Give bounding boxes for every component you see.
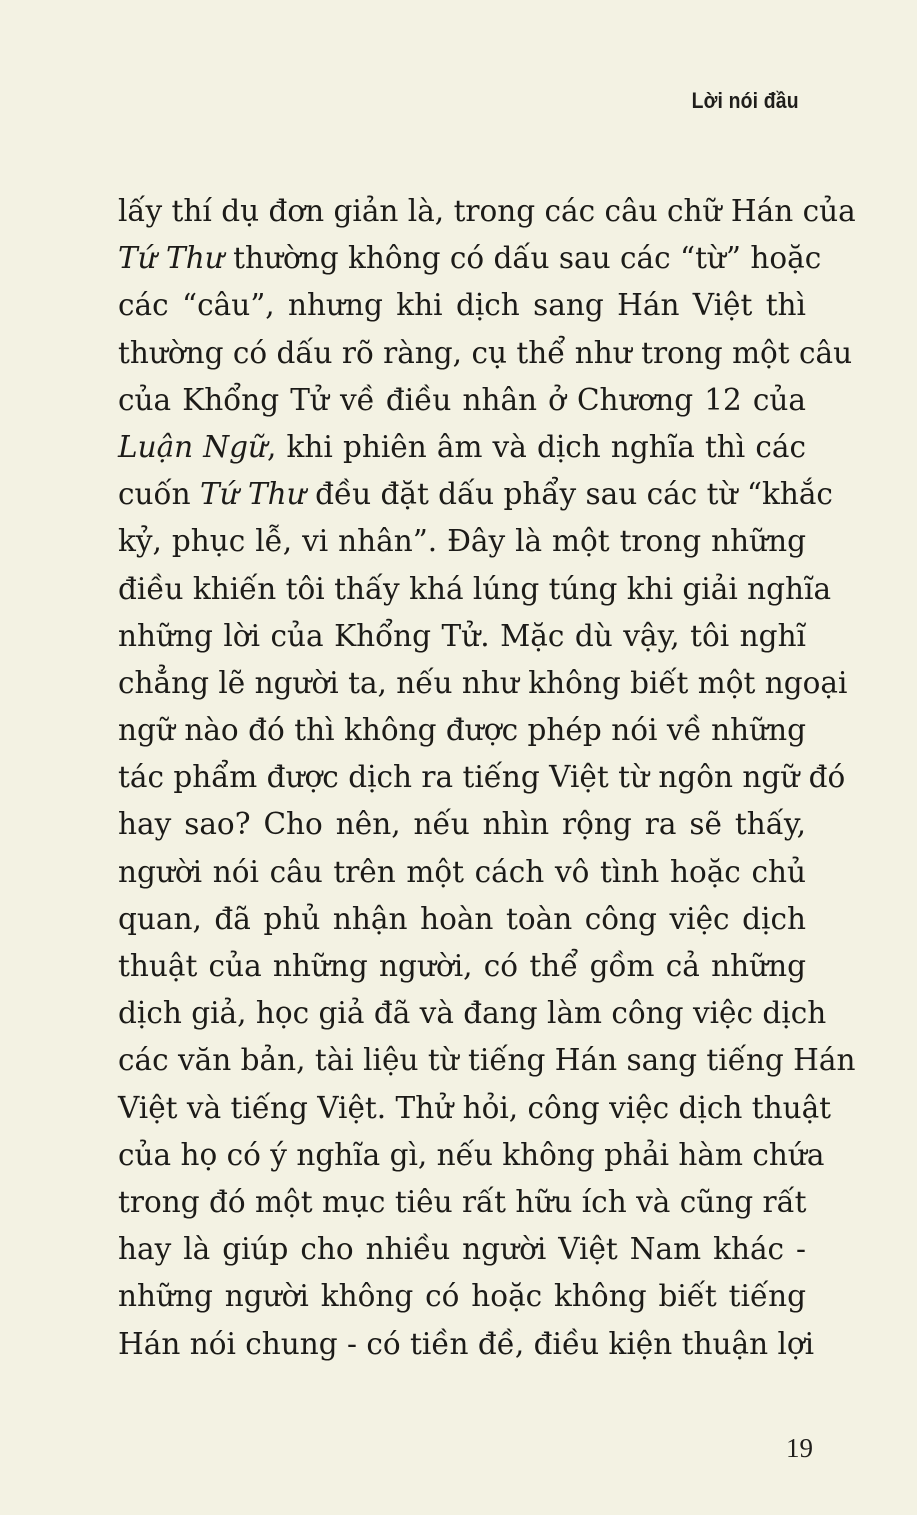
text-run: , khi phiên âm và dịch nghĩa thì các (267, 429, 807, 464)
text-run: kỷ, phục lễ, vi nhân”. Đây là một trong những (118, 524, 806, 559)
text-run: những lời của Khổng Tử. Mặc dù vậy, tôi nghĩ (118, 618, 806, 653)
text-line (118, 377, 806, 424)
text-line (118, 424, 806, 471)
body-text (118, 188, 856, 1368)
text-line (118, 754, 846, 801)
text-run: các văn bản, tài liệu từ tiếng Hán sang tiếng Hán (118, 1043, 856, 1078)
italic-title-text: Tứ Thư (199, 477, 306, 512)
text-line (118, 282, 806, 329)
text-line (118, 1085, 832, 1132)
text-run: người nói câu trên một cách vô tình hoặc chủ (118, 854, 806, 889)
text-line (118, 849, 806, 896)
text-line (118, 707, 806, 754)
text-line (118, 188, 856, 235)
text-line (118, 330, 853, 377)
text-run: thuật của những người, có thể gồm cả những (118, 949, 806, 983)
text-line (118, 990, 827, 1037)
text-run: những người không có hoặc không biết tiếng (118, 1279, 806, 1314)
text-run: thường không có dấu sau các “từ” hoặc (223, 241, 822, 276)
text-run: Việt và tiếng Việt. Thử hỏi, công việc dịch thuật (118, 1090, 832, 1125)
text-run: thường có dấu rõ ràng, cụ thể như trong một câu (118, 335, 853, 370)
text-run: lấy thí dụ đơn giản là, trong các câu chữ Hán của (118, 194, 856, 228)
text-line (118, 1132, 825, 1179)
text-run: ngữ nào đó thì không được phép nói về những (118, 713, 806, 748)
text-line (118, 1321, 815, 1368)
text-run: đều đặt dấu phẩy sau các từ “khắc (305, 477, 833, 512)
text-run: điều khiến tôi thấy khá lúng túng khi giải nghĩa (118, 571, 832, 606)
text-run: hay là giúp cho nhiều người Việt Nam khác - (118, 1232, 806, 1267)
text-line (118, 801, 806, 848)
text-line (118, 943, 806, 990)
text-run: hay sao? Cho nên, nếu nhìn rộng ra sẽ thấy, (118, 807, 806, 842)
text-line (118, 1226, 806, 1273)
text-line (118, 471, 833, 518)
page-number: 19 (786, 1433, 813, 1463)
text-line (118, 1179, 806, 1226)
text-line (118, 896, 806, 943)
text-line (118, 660, 848, 707)
text-line (118, 1037, 856, 1084)
text-run: tác phẩm được dịch ra tiếng Việt từ ngôn ngữ đó (118, 760, 846, 795)
page-header-section-title: Lời nói đầu (691, 88, 799, 113)
text-run: Hán nói chung - có tiền đề, điều kiện thuận lợi (118, 1326, 815, 1361)
text-run: các “câu”, nhưng khi dịch sang Hán Việt thì (118, 288, 806, 323)
text-run: dịch giả, học giả đã và đang làm công việc dịch (118, 996, 827, 1031)
italic-title-text: Luận Ngữ (118, 429, 268, 464)
text-line (118, 566, 832, 613)
text-run: chẳng lẽ người ta, nếu như không biết một ngoại (118, 665, 848, 700)
text-run: quan, đã phủ nhận hoàn toàn công việc dịch (118, 901, 806, 936)
text-run: của Khổng Tử về điều nhân ở Chương 12 của (118, 382, 806, 417)
text-line (118, 235, 822, 282)
text-line (118, 613, 806, 660)
text-run: cuốn (118, 477, 200, 512)
text-line (118, 518, 806, 565)
text-run: của họ có ý nghĩa gì, nếu không phải hàm chứa (118, 1137, 825, 1172)
text-line (118, 1273, 806, 1320)
italic-title-text: Tứ Thư (118, 241, 224, 276)
text-run: trong đó một mục tiêu rất hữu ích và cũng rất (118, 1184, 807, 1219)
